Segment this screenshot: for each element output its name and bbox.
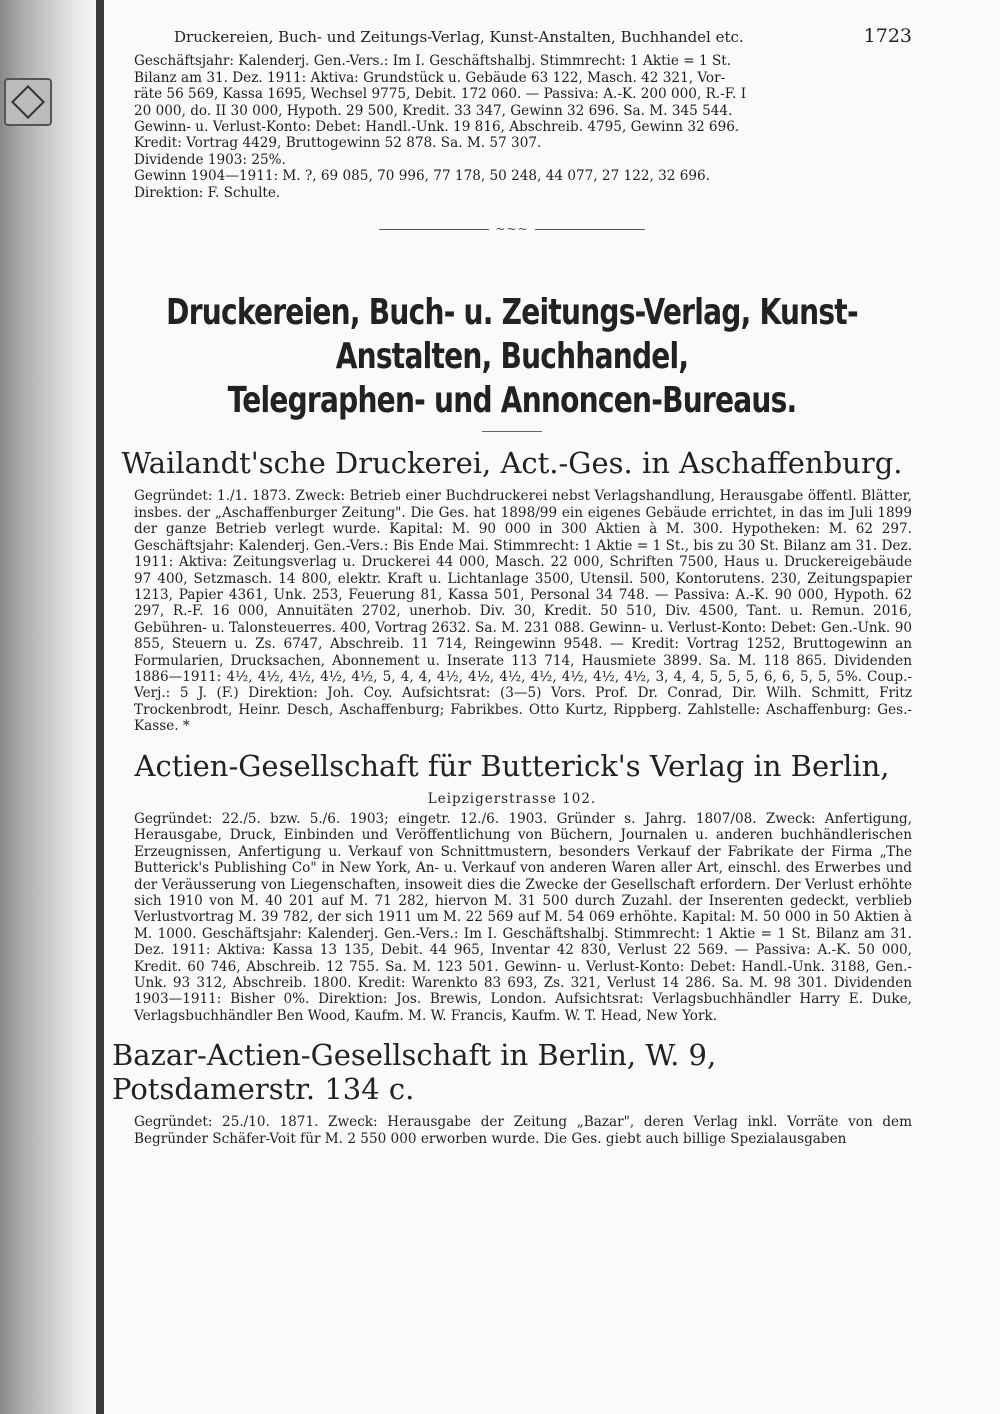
section-heading-line-2: Telegraphen- und Annoncen-Bureaus. — [227, 380, 797, 422]
prev-line: Geschäftsjahr: Kalenderj. Gen.-Vers.: Im I. Geschäftshalbj. Stimmrecht: 1 Aktie = 1 St. — [134, 53, 732, 70]
binding-ornament-icon — [4, 78, 52, 126]
entry-body-bazar: Gegründet: 25./10. 1871. Zweck: Herausgabe der Zeitung „Bazar", deren Verlag inkl. Vorräte von dem Begründer Schäfer-Voit für M. 2 550 000 erworben wurde. Die Ges. giebt auch billige Spezialausgaben — [134, 1114, 912, 1147]
entry-body-butterick: Gegründet: 22./5. bzw. 5./6. 1903; eingetr. 12./6. 1903. Gründer s. Jahrg. 1807/08. Zweck: Anfertigung, Herausgabe, Druck, Einbinden und Veröffentlichung von Büchern, Journalen u. anderen buchhändlerischen Erzeugnissen, Anfertigung u. Verkauf von Schnittmustern, besonders Verkauf der Fabrikate der Firma „The Butterick's Publishing Co" in New York, An- u. Verkauf von anderen Waren aller Art, einschl. des Erwerbes und der Veräusserung von Liegenschaften, insoweit dies die Zwecke der Gesellschaft erfordern. Der Verlust erhöhte sich 1910 von M. 40 201 auf M. 71 282, hiervon M. 31 500 durch Zuzahl. der Inserenten gedeckt, verblieb Verlustvortrag M. 39 782, der sich 1911 um M. 22 569 auf M. 54 069 erhöhte. Kapital: M. 50 000 in 50 Aktien à M. 1000. Geschäftsjahr: Kalenderj. Gen.-Vers.: Im I. Geschäftshalbj. Stimmrecht: 1 Aktie = 1 St. Bilanz am 31. Dez. 1911: Aktiva: Kassa 13 135, Debit. 44 965, Inventar 42 830, Verlust 22 569. — Passiva: A.-K. 50 000, Kredit. 60 746, Abschreib. 12 755. Sa. M. 123 501. Gewinn- u. Verlust-Konto: Debet: Handl.-Unk. 3188, Gen.-Unk. 93 312, Abschreib. 1800. Kredit: Warenkto 83 693, Zs. 321, Verlust 14 286. Sa. M. 98 301. Dividenden 1903—1911: Bisher 0%. Direktion: Jos. Brewis, London. Aufsichtsrat: Verlagsbuchhändler Harry E. Duke, Verlagsbuchhändler Ben Wood, Kaufm. M. W. Francis, Kaufm. W. T. Head, New York. — [134, 810, 912, 1024]
entry-title-bazar: Bazar-Actien-Gesellschaft in Berlin, W. 9, Potsdamerstr. 134 c. — [112, 1038, 717, 1107]
page-number: 1723 — [863, 25, 912, 47]
prev-line: Bilanz am 31. Dez. 1911: Aktiva: Grundstück u. Gebäude 63 122, Masch. 42 321, Vor- — [134, 69, 726, 86]
running-title: Druckereien, Buch- und Zeitungs-Verlag, Kunst-Anstalten, Buchhandel etc. — [174, 28, 744, 46]
prev-line: Gewinn- u. Verlust-Konto: Debet: Handl.-Unk. 19 816, Abschreib. 4795, Gewinn 32 696. — [134, 119, 740, 136]
heading-rule — [482, 431, 542, 432]
prev-line: Kredit: Vortrag 4429, Bruttogewinn 52 878. Sa. M. 57 307. — [134, 135, 542, 152]
section-heading-line-1: Druckereien, Buch- u. Zeitungs-Verlag, Kunst-Anstalten, Buchhandel, — [166, 292, 858, 378]
entry-address-butterick: Leipzigerstrasse 102. — [427, 790, 597, 807]
entry-title-wailandt: Wailandt'sche Druckerei, Act.-Ges. in Aschaffenburg. — [121, 446, 903, 481]
running-header — [112, 25, 912, 47]
page-edge — [96, 0, 104, 1414]
book-spine-shadow — [0, 0, 100, 1414]
previous-entry — [112, 53, 912, 201]
ornamental-divider: ~~~ — [112, 221, 912, 237]
document-page — [112, 25, 912, 1147]
prev-line: Gewinn 1904—1911: M. ?, 69 085, 70 996, 77 178, 50 248, 44 077, 27 122, 32 696. — [134, 168, 711, 185]
entry-body-wailandt: Gegründet: 1./1. 1873. Zweck: Betrieb einer Buchdruckerei nebst Verlagshandlung, Herausgabe öffentl. Blätter, insbes. der „Aschaffenburger Zeitung". Die Ges. hat 1898/99 ein eigenes Gebäude errichtet, in das im Juli 1899 der ganze Betrieb verlegt wurde. Kapital: M. 90 000 in 300 Aktien à M. 300. Hypotheken: M. 62 297. Geschäftsjahr: Kalenderj. Gen.-Vers.: Bis Ende Mai. Stimmrecht: 1 Aktie = 1 St., bis zu 30 St. Bilanz am 31. Dez. 1911: Aktiva: Zeitungsverlag u. Druckerei 44 000, Masch. 22 000, Schriften 7500, Haus u. Druckereigebäude 97 400, Setzmasch. 14 800, elektr. Kraft u. Lichtanlage 3500, Utensil. 500, Kontorutens. 230, Zeitungspapier 1213, Papier 4361, Unk. 253, Feuerung 81, Kassa 501, Personal 34 748. — Passiva: A.-K. 90 000, Hypoth. 62 297, R.-F. 16 000, Annuitäten 2702, unerhob. Div. 30, Kredit. 50 510, Div. 4500, Tant. u. Remun. 2016, Gebühren- u. Talonsteuerres. 400, Vortrag 2632. Sa. M. 231 088. Gewinn- u. Verlust-Konto: Debet: Gen.-Unk. 90 855, Steuern u. Zs. 6747, Abschreib. 11 714, Reingewinn 9548. — Kredit: Vortrag 1252, Bruttogewinn an Formularien, Drucksachen, Abonnement u. Inserate 113 714, Hausmiete 3899. Sa. M. 118 865. Dividenden 1886—1911: 4½, 4½, 4½, 4½, 4½, 5, 4, 4, 4½, 4½, 4½, 4½, 4½, 4½, 4½, 3, 4, 4, 5, 5, 5, 6, 6, 5, 5, 5%. Coup.-Verj.: 5 J. (F.) Direktion: Joh. Coy. Aufsichtsrat: (3—5) Vors. Prof. Dr. Conrad, Dir. Wilh. Schmitt, Fritz Trockenbrodt, Heinr. Desch, Aschaffenburg; Fabrikbes. Otto Kurtz, Rippberg. Zahlstelle: Aschaffenburg: Ges.-Kasse. * — [134, 488, 912, 735]
prev-line: Dividende 1903: 25%. — [134, 151, 286, 168]
entry-title-butterick: Actien-Gesellschaft für Butterick's Verlag in Berlin, — [134, 748, 890, 783]
prev-line: 20 000, do. II 30 000, Hypoth. 29 500, Kredit. 33 347, Gewinn 32 696. Sa. M. 345 544. — [134, 102, 733, 119]
prev-line: Direktion: F. Schulte. — [134, 184, 281, 201]
prev-line: räte 56 569, Kassa 1695, Wechsel 9775, Debit. 172 060. — Passiva: A.-K. 200 000, R.-F. I — [134, 86, 747, 103]
